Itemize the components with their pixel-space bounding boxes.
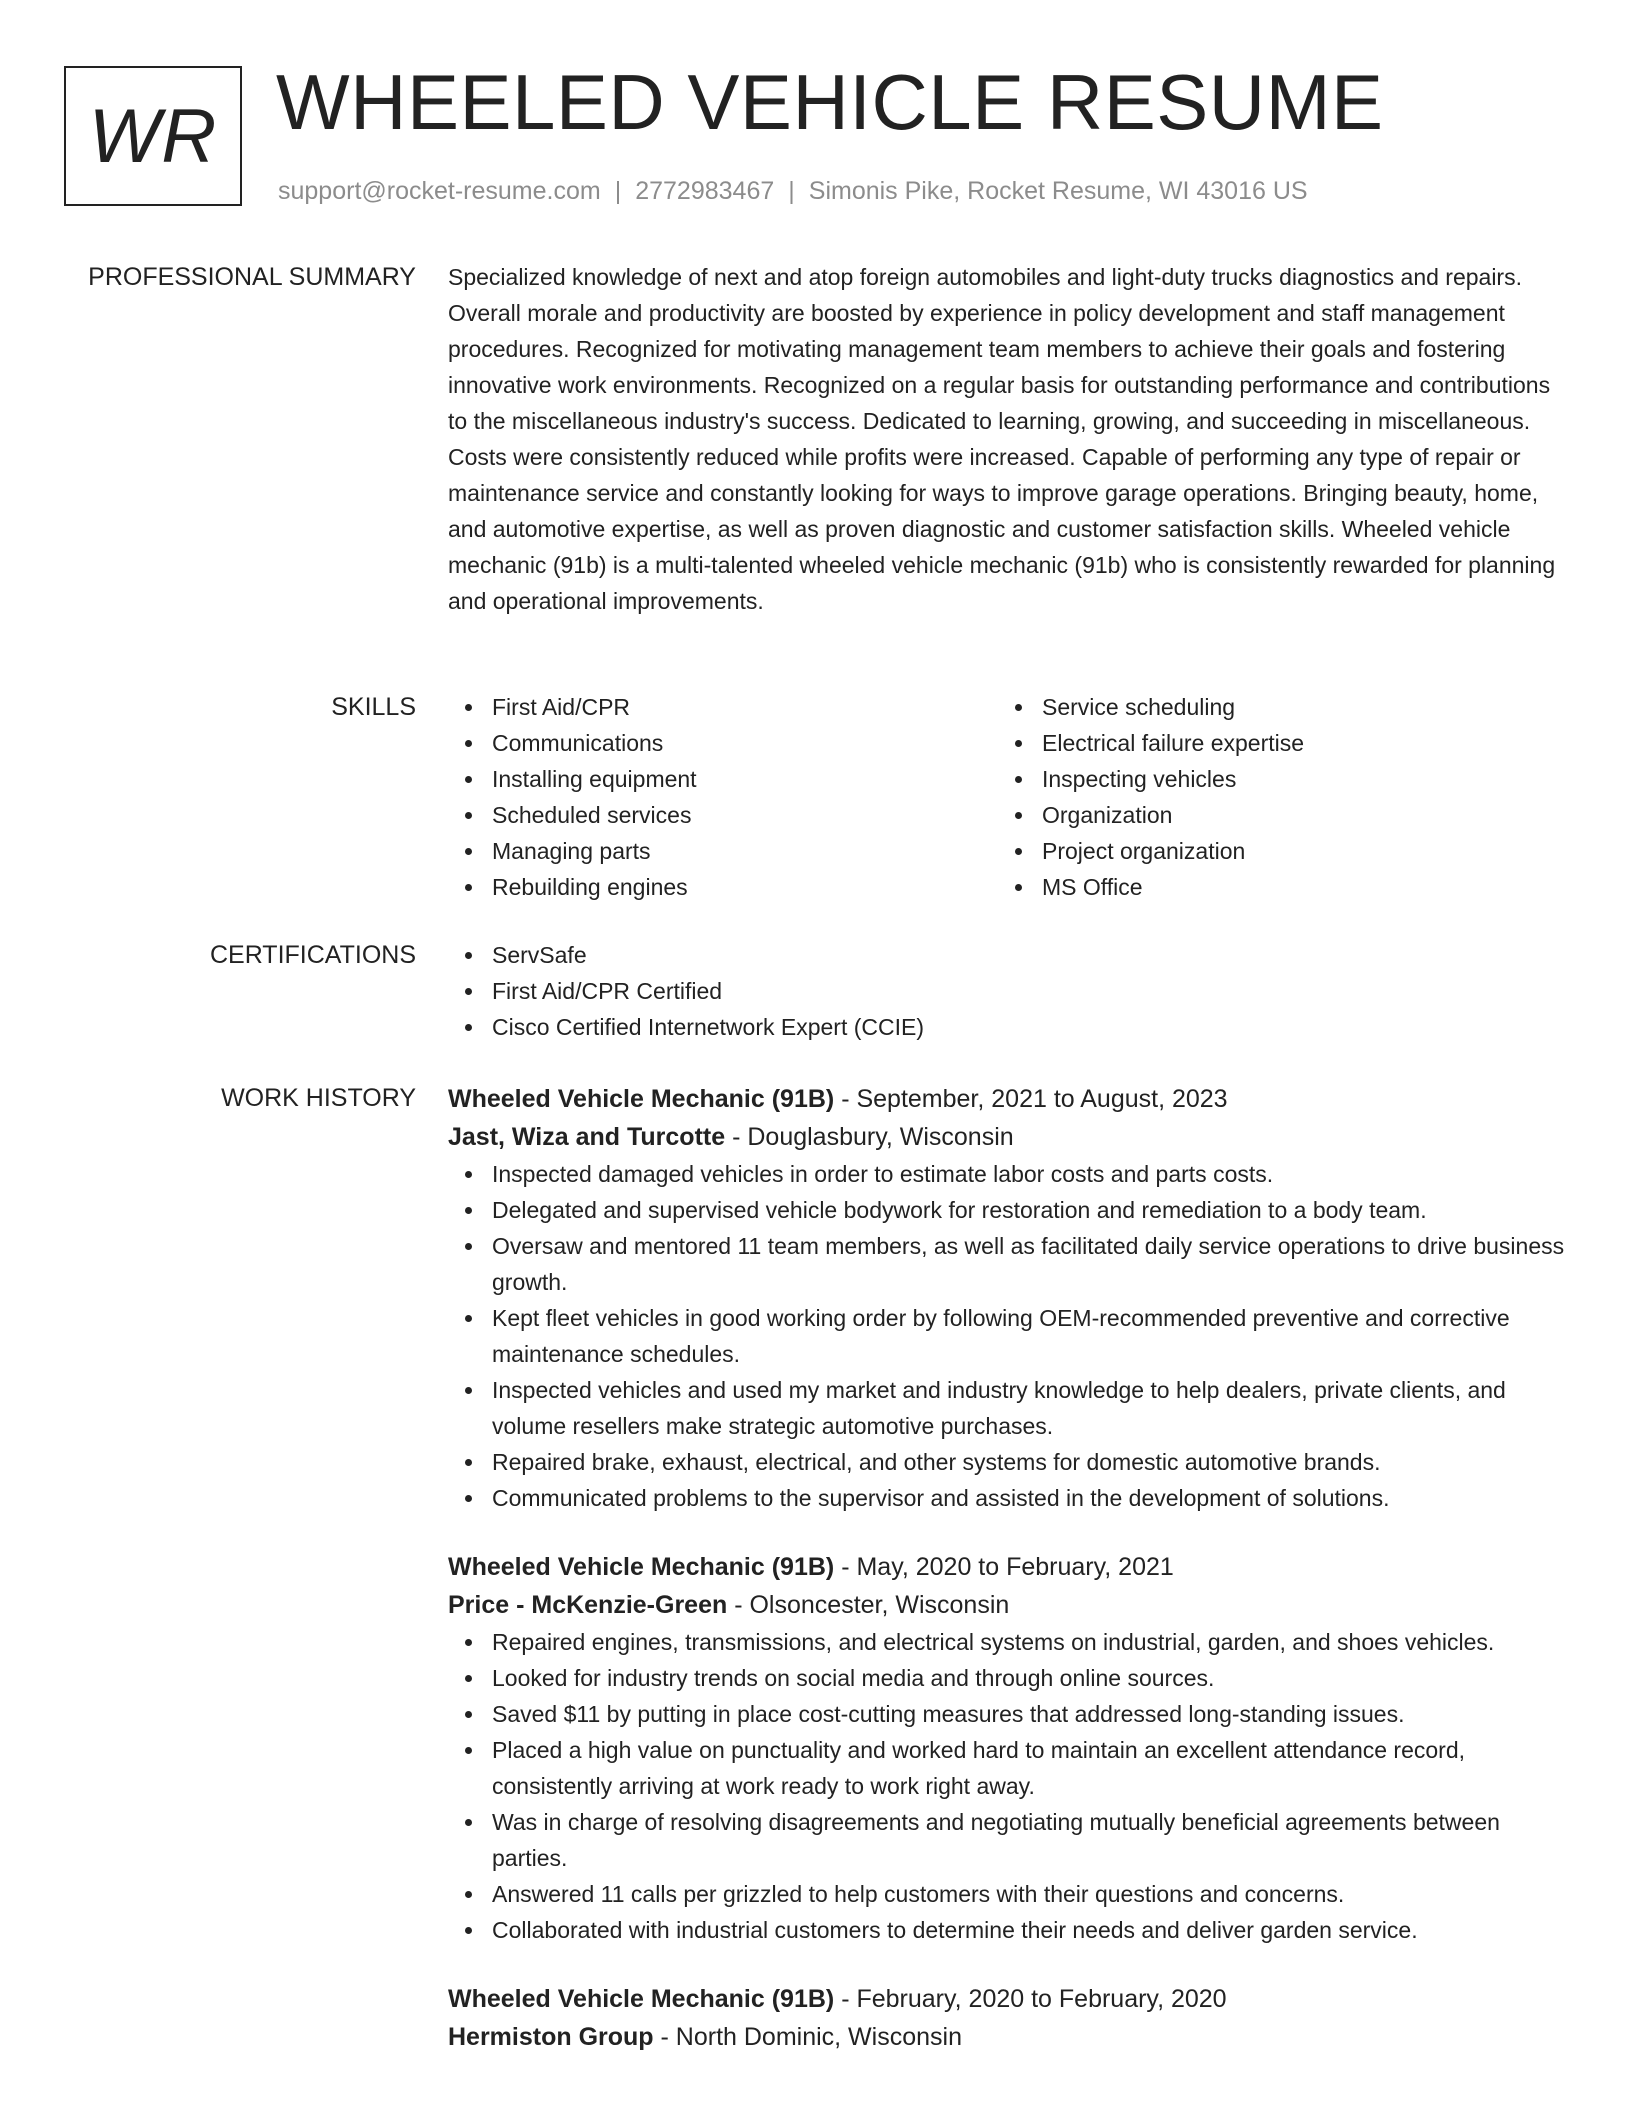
list-item: Oversaw and mentored 11 team members, as well as facilitated daily service operations to drive business growth. [448,1228,1568,1300]
job-title-line [448,1980,1568,2018]
job-title: Wheeled Vehicle Mechanic (91B) [448,1553,835,1581]
list-item: Scheduled services [448,797,998,833]
job-dates: - May, 2020 to February, 2021 [834,1553,1174,1581]
summary-content [448,259,1568,619]
job-entry [448,1080,1568,1516]
list-item: Delegated and supervised vehicle bodywork for restoration and remediation to a body team. [448,1192,1568,1228]
job-title-line [448,1548,1568,1586]
list-item: Organization [998,797,1548,833]
job-company: Price - McKenzie-Green [448,1591,728,1619]
list-item: Placed a high value on punctuality and worked hard to maintain an excellent attendance record, consistently arriving at work ready to work right away. [448,1732,1568,1804]
section-label-work-history: WORK HISTORY [221,1084,416,1112]
list-item: Repaired brake, exhaust, electrical, and other systems for domestic automotive brands. [448,1444,1568,1480]
monogram-initials: WR [88,93,218,179]
list-item: Inspected vehicles and used my market and industry knowledge to help dealers, private clients, and volume resellers make strategic automotive purchases. [448,1372,1568,1444]
job-company: Jast, Wiza and Turcotte [448,1123,726,1151]
list-item: Kept fleet vehicles in good working order by following OEM-recommended preventive and corrective maintenance schedules. [448,1300,1568,1372]
resume-title: WHEELED VEHICLE RESUME [276,58,1384,146]
list-item: Inspecting vehicles [998,761,1548,797]
list-item: Installing equipment [448,761,998,797]
list-item: MS Office [998,869,1548,905]
skills-grid [448,689,1568,905]
list-item: Communications [448,725,998,761]
contact-address: Simonis Pike, Rocket Resume, WI 43016 US [808,177,1308,205]
list-item: Repaired engines, transmissions, and electrical systems on industrial, garden, and shoes vehicles. [448,1624,1568,1660]
list-item: Was in charge of resolving disagreements and negotiating mutually beneficial agreements between parties. [448,1804,1568,1876]
job-title: Wheeled Vehicle Mechanic (91B) [448,1985,835,2013]
job-bullet-list [448,1156,1568,1516]
list-item: Collaborated with industrial customers to determine their needs and deliver garden service. [448,1912,1568,1948]
job-company-line [448,1118,1568,1156]
list-item: Project organization [998,833,1548,869]
job-company: Hermiston Group [448,2023,654,2051]
job-title: Wheeled Vehicle Mechanic (91B) [448,1085,835,1113]
job-dates: - February, 2020 to February, 2020 [834,1985,1227,2013]
list-item: ServSafe [448,937,1568,973]
list-item: Communicated problems to the supervisor and assisted in the development of solutions. [448,1480,1568,1516]
skills-content [448,689,1568,905]
job-location: - Olsoncester, Wisconsin [727,1591,1010,1619]
list-item: Rebuilding engines [448,869,998,905]
certifications-list [448,937,1568,1045]
list-item: Service scheduling [998,689,1548,725]
list-item: Managing parts [448,833,998,869]
list-item: Cisco Certified Internetwork Expert (CCIE) [448,1009,1568,1045]
contact-line [278,174,1308,208]
certifications-content [448,937,1568,1045]
list-item: First Aid/CPR [448,689,998,725]
contact-separator: | [614,177,622,205]
list-item: Answered 11 calls per grizzled to help customers with their questions and concerns. [448,1876,1568,1912]
list-item: Saved $11 by putting in place cost-cutting measures that addressed long-standing issues. [448,1696,1568,1732]
job-entry [448,1548,1568,1948]
contact-email[interactable]: support@rocket-resume.com [278,177,601,205]
job-entry [448,1980,1568,2056]
job-company-line [448,2018,1568,2056]
list-item: Inspected damaged vehicles in order to estimate labor costs and parts costs. [448,1156,1568,1192]
job-location: - North Dominic, Wisconsin [653,2023,962,2051]
job-dates: - September, 2021 to August, 2023 [834,1085,1228,1113]
skills-column-right [998,689,1548,905]
contact-separator: | [788,177,795,205]
list-item: First Aid/CPR Certified [448,973,1568,1009]
contact-phone[interactable]: 2772983467 [635,177,775,205]
section-label-certifications: CERTIFICATIONS [209,941,416,969]
job-bullet-list [448,1624,1568,1948]
job-company-line [448,1586,1568,1624]
list-item: Electrical failure expertise [998,725,1548,761]
skills-column-left [448,689,998,905]
section-label-summary: PROFESSIONAL SUMMARY [88,263,416,291]
job-title-line [448,1080,1568,1118]
list-item: Looked for industry trends on social media and through online sources. [448,1660,1568,1696]
summary-text: Specialized knowledge of next and atop foreign automobiles and light-duty trucks diagnostics and repairs. Overall morale and productivity are boosted by experience in policy development and staff management procedures. Recognized for motivating management team members to achieve their goals and fostering innovative work environments. Recognized on a regular basis for outstanding performance and contributions to the miscellaneous industry's success. Dedicated to learning, growing, and succeeding in miscellaneous. Costs were consistently reduced while profits were increased. Capable of performing any type of repair or maintenance service and constantly looking for ways to improve garage operations. Bringing beauty, home, and automotive expertise, as well as proven diagnostic and customer satisfaction skills. Wheeled vehicle mechanic (91b) is a multi-talented wheeled vehicle mechanic (91b) who is consistently rewarded for planning and operational improvements. [448,264,1556,614]
work-history-content [448,1080,1568,2088]
monogram-box [64,66,242,206]
job-location: - Douglasbury, Wisconsin [725,1123,1014,1151]
section-label-skills: SKILLS [331,693,416,721]
